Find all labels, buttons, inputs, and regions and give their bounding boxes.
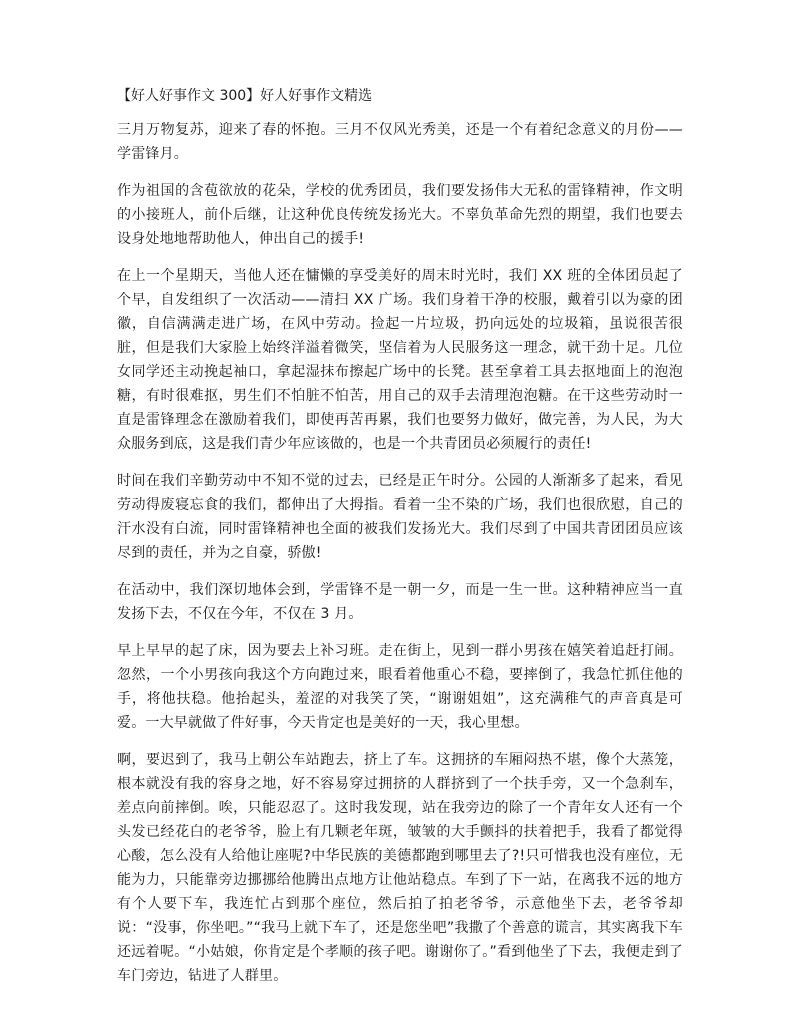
paragraph-5: 在活动中，我们深切地体会到，学雷锋不是一朝一夕，而是一生一世。这种精神应当一直发扬下去，不仅在今年，不仅在 3 月。	[117, 582, 683, 622]
paragraph-4: 时间在我们辛勤劳动中不知不觉的过去，已经是正午时分。公园的人渐渐多了起来，看见劳动得废寝忘食的我们，都伸出了大拇指。看着一尘不染的广场，我们也很欣慰，自己的汗水没有白流，同时雷锋精神也全面的被我们发扬光大。我们尽到了中国共青团团员应该尽到的责任，并为之自豪，骄傲!	[117, 473, 683, 561]
document-title: 【好人好事作文 300】好人好事作文精选	[117, 88, 373, 104]
document-page	[117, 86, 683, 1001]
paragraph-1: 三月万物复苏，迎来了春的怀抱。三月不仅风光秀美，还是一个有着纪念意义的月份——学雷锋月。	[117, 122, 683, 162]
paragraph-6: 早上早早的起了床，因为要去上补习班。走在街上，见到一群小男孩在嬉笑着追赶打闹。忽然，一个小男孩向我这个方向跑过来，眼看着他重心不稳，要摔倒了，我急忙抓住他的手，将他扶稳。他抬起头，羞涩的对我笑了笑，“谢谢姐姐”，这充满稚气的声音真是可爱。一大早就做了件好事，今天肯定也是美好的一天，我心里想。	[117, 643, 683, 731]
paragraph-2: 作为祖国的含苞欲放的花朵，学校的优秀团员，我们要发扬伟大无私的雷锋精神，作文明的小接班人，前仆后继，让这种优良传统发扬光大。不辜负革命先烈的期望，我们也要去设身处地地帮助他人，伸出自己的援手!	[117, 183, 683, 247]
paragraph-3: 在上一个星期天，当他人还在慵懒的享受美好的周末时光时，我们 XX 班的全体团员起了个早，自发组织了一次活动——清扫 XX 广场。我们身着干净的校服，戴着引以为豪的团徽，自信满满走进广场，在风中劳动。捡起一片垃圾，扔向远处的垃圾箱，虽说很苦很脏，但是我们大家脸上始终洋溢着微笑，坚信着为人民服务这一理念，就干劲十足。几位女同学还主动挽起袖口，拿起湿抹布擦起广场中的长凳。甚至拿着工具去抠地面上的泡泡糖，有时很难抠，男生们不怕脏不怕苦，用自己的双手去清理泡泡糖。在干这些劳动时一直是雷锋理念在激励着我们，即使再苦再累，我们也要努力做好，做完善，为人民，为大众服务到底，这是我们青少年应该做的，也是一个共青团员必须履行的责任!	[117, 268, 683, 452]
paragraph-7: 啊，要迟到了，我马上朝公车站跑去，挤上了车。这拥挤的车厢闷热不堪，像个大蒸笼，根本就没有我的容身之地，好不容易穿过拥挤的人群挤到了一个扶手旁，又一个急刹车，差点向前摔倒。唉，只能忍忍了。这时我发现，站在我旁边的除了一个青年女人还有一个头发已经花白的老爷爷，脸上有几颗老年斑，皱皱的大手颤抖的扶着把手，我看了都觉得心酸，怎么没有人给他让座呢?中华民族的美德都跑到哪里去了?!只可惜我也没有座位，无能为力，只能靠旁边挪挪给他腾出点地方让他站稳点。车到了下一站，在离我不远的地方有个人要下车，我连忙占到那个座位，然后拍了拍老爷爷，示意他坐下去，老爷爷却说：“没事，你坐吧。”“我马上就下车了，还是您坐吧”我撒了个善意的谎言，其实离我下车还远着呢。“小姑娘，你肯定是个孝顺的孩子吧。谢谢你了。”看到他坐了下去，我便走到了车门旁边，钻进了人群里。	[117, 752, 683, 984]
